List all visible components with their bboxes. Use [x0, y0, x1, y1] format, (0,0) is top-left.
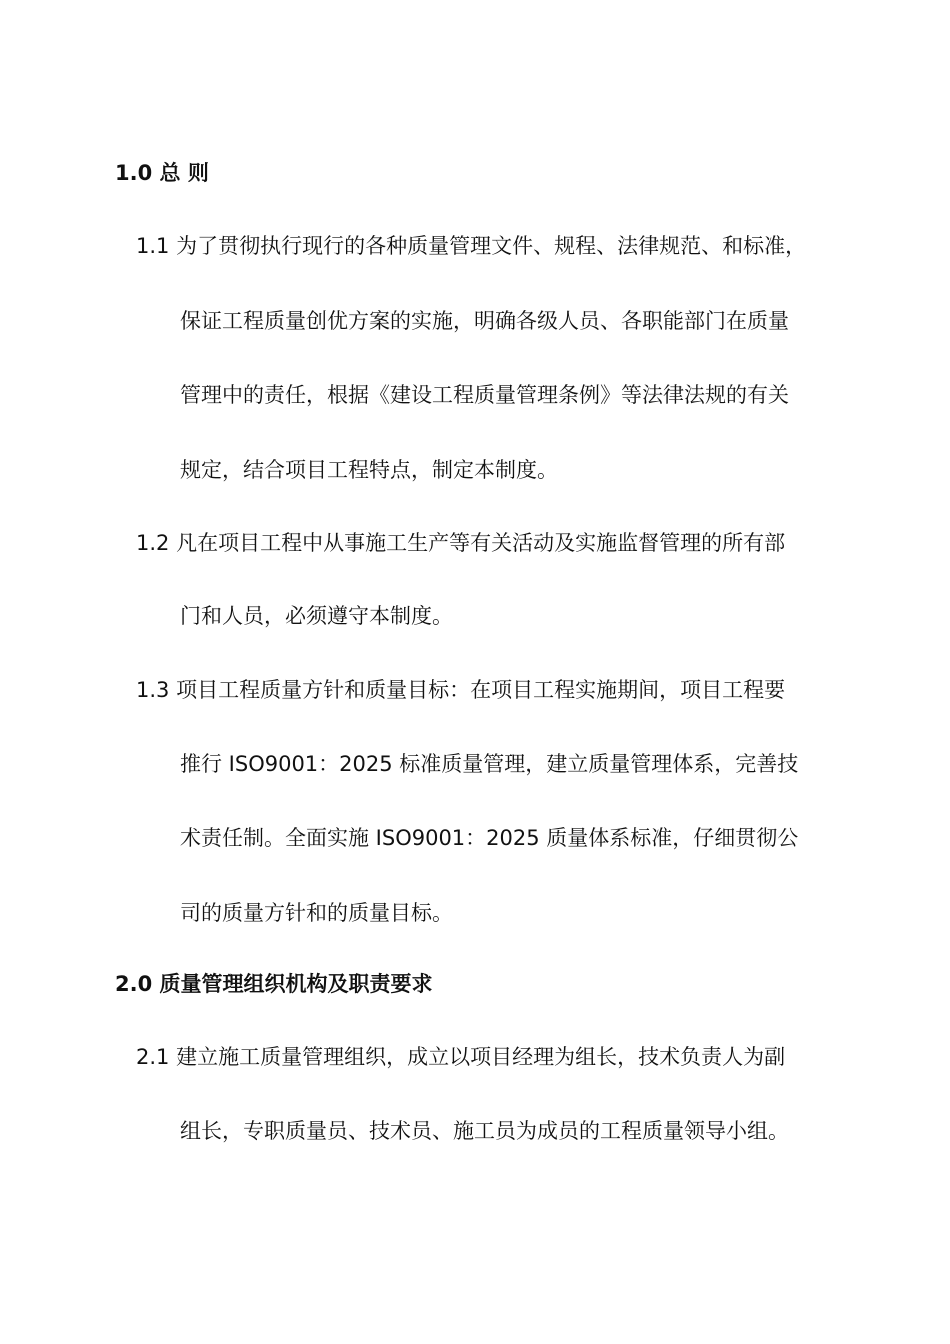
clause-1-1-line-1: 1.1 为了贯彻执行现行的各种质量管理文件、规程、法律规范、和标准，: [136, 234, 807, 258]
clause-2-1-line-1: 2.1 建立施工质量管理组织，成立以项目经理为组长，技术负责人为副: [136, 1045, 786, 1069]
clause-1-2-line-1: 1.2 凡在项目工程中从事施工生产等有关活动及实施监督管理的所有部: [136, 531, 786, 555]
clause-1-1-line-2: 保证工程质量创优方案的实施，明确各级人员、各职能部门在质量: [180, 309, 789, 333]
clause-2-1-line-2: 组长，专职质量员、技术员、施工员为成员的工程质量领导小组。: [180, 1119, 789, 1143]
clause-1-1-line-3: 管理中的责任，根据《建设工程质量管理条例》等法律法规的有关: [180, 383, 789, 407]
clause-1-3-line-3: 术责任制。全面实施 ISO9001：2025 质量体系标准，仔细贯彻公: [180, 826, 799, 850]
clause-1-2-line-2: 门和人员，必须遵守本制度。: [180, 604, 453, 628]
clause-1-3-line-2: 推行 ISO9001：2025 标准质量管理，建立质量管理体系，完善技: [180, 752, 799, 776]
clause-1-3-line-1: 1.3 项目工程质量方针和质量目标：在项目工程实施期间，项目工程要: [136, 678, 786, 702]
clause-1-3-line-4: 司的质量方针和的质量目标。: [180, 901, 453, 925]
clause-1-1-line-4: 规定，结合项目工程特点，制定本制度。: [180, 458, 558, 482]
section-heading-1: 1.0 总 则: [115, 161, 209, 185]
section-heading-2: 2.0 质量管理组织机构及职责要求: [115, 972, 433, 996]
